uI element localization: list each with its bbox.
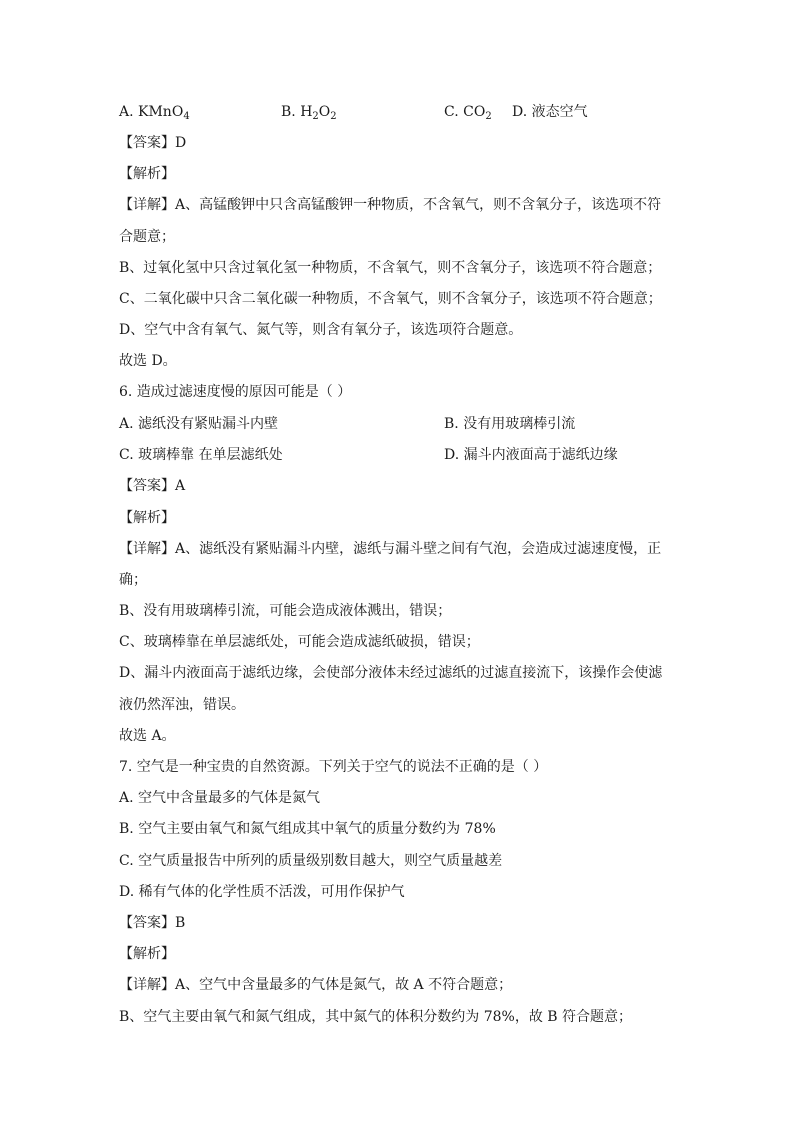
q5-option-b: B. $H_2O_2$ [281,104,337,122]
q7-detail-line: B、空气主要由氧气和氮气组成，其中氮气的体积分数约为 78%，故 B 符合题意； [119,1009,633,1025]
q5-answer: 【答案】D [119,135,187,151]
q6-conclusion: 故选 A。 [119,728,176,744]
q6-answer: 【答案】A [119,478,186,494]
q7-option-b: B. 空气主要由氧气和氮气组成其中氧气的质量分数约为 78% [119,821,496,837]
q6-detail-line: D、漏斗内液面高于滤纸边缘，会使部分液体未经过滤纸的过滤直接流下，该操作会使滤 [119,665,663,681]
q6-detail-line: 【详解】A、滤纸没有紧贴漏斗内壁，滤纸与漏斗壁之间有气泡，会造成过滤速度慢，正 [119,541,662,557]
q6-option-c: C. 玻璃棒靠 在单层滤纸处 [119,447,283,463]
q7-analysis-label: 【解析】 [119,946,175,962]
q5-option-d: D. 液态空气 [512,104,588,120]
q6-detail-line: B、没有用玻璃棒引流，可能会造成液体溅出，错误； [119,603,452,619]
q6-option-b: B. 没有用玻璃棒引流 [444,416,576,432]
q5-detail-line: 【详解】A、高锰酸钾中只含高锰酸钾一种物质，不含氧气，则不含氧分子，该选项不符 [119,197,662,213]
q5-analysis-label: 【解析】 [119,166,175,182]
q5-detail-line: D、空气中含有氧气、氮气等，则含有氧分子，该选项符合题意。 [119,322,523,338]
q7-stem: 7. 空气是一种宝贵的自然资源。下列关于空气的说法不正确的是（ ） [119,759,548,775]
q5-detail-line: 合题意； [119,229,175,245]
q7-answer: 【答案】B [119,915,186,931]
q6-analysis-label: 【解析】 [119,510,175,526]
q5-option-a: A. KMnO$_4$ [119,104,190,122]
q6-detail-line: 液仍然浑浊，错误。 [119,697,245,713]
q5-detail-line: C、二氧化碳中只含二氧化碳一种物质，不含氧气，则不含氧分子，该选项不符合题意； [119,291,662,307]
q7-detail-line: 【详解】A、空气中含量最多的气体是氮气，故 A 不符合题意； [119,977,513,993]
q6-detail-line: 确； [119,572,147,588]
q5-option-c: C. $CO_2$ [444,104,492,122]
q7-option-a: A. 空气中含量最多的气体是氮气 [119,790,321,806]
q6-stem: 6. 造成过滤速度慢的原因可能是（ ） [119,384,352,400]
q6-option-a: A. 滤纸没有紧贴漏斗内壁 [119,416,279,432]
q7-option-c: C. 空气质量报告中所列的质量级别数目越大，则空气质量越差 [119,853,503,869]
q7-option-d: D. 稀有气体的化学性质不活泼，可用作保护气 [119,884,405,900]
q6-option-d: D. 漏斗内液面高于滤纸边缘 [444,447,618,463]
q5-detail-line: B、过氧化氢中只含过氧化氢一种物质，不含氧气，则不含氧分子，该选项不符合题意； [119,260,662,276]
q6-detail-line: C、玻璃棒靠在单层滤纸处，可能会造成滤纸破损，错误； [119,634,480,650]
q5-conclusion: 故选 D。 [119,353,177,369]
